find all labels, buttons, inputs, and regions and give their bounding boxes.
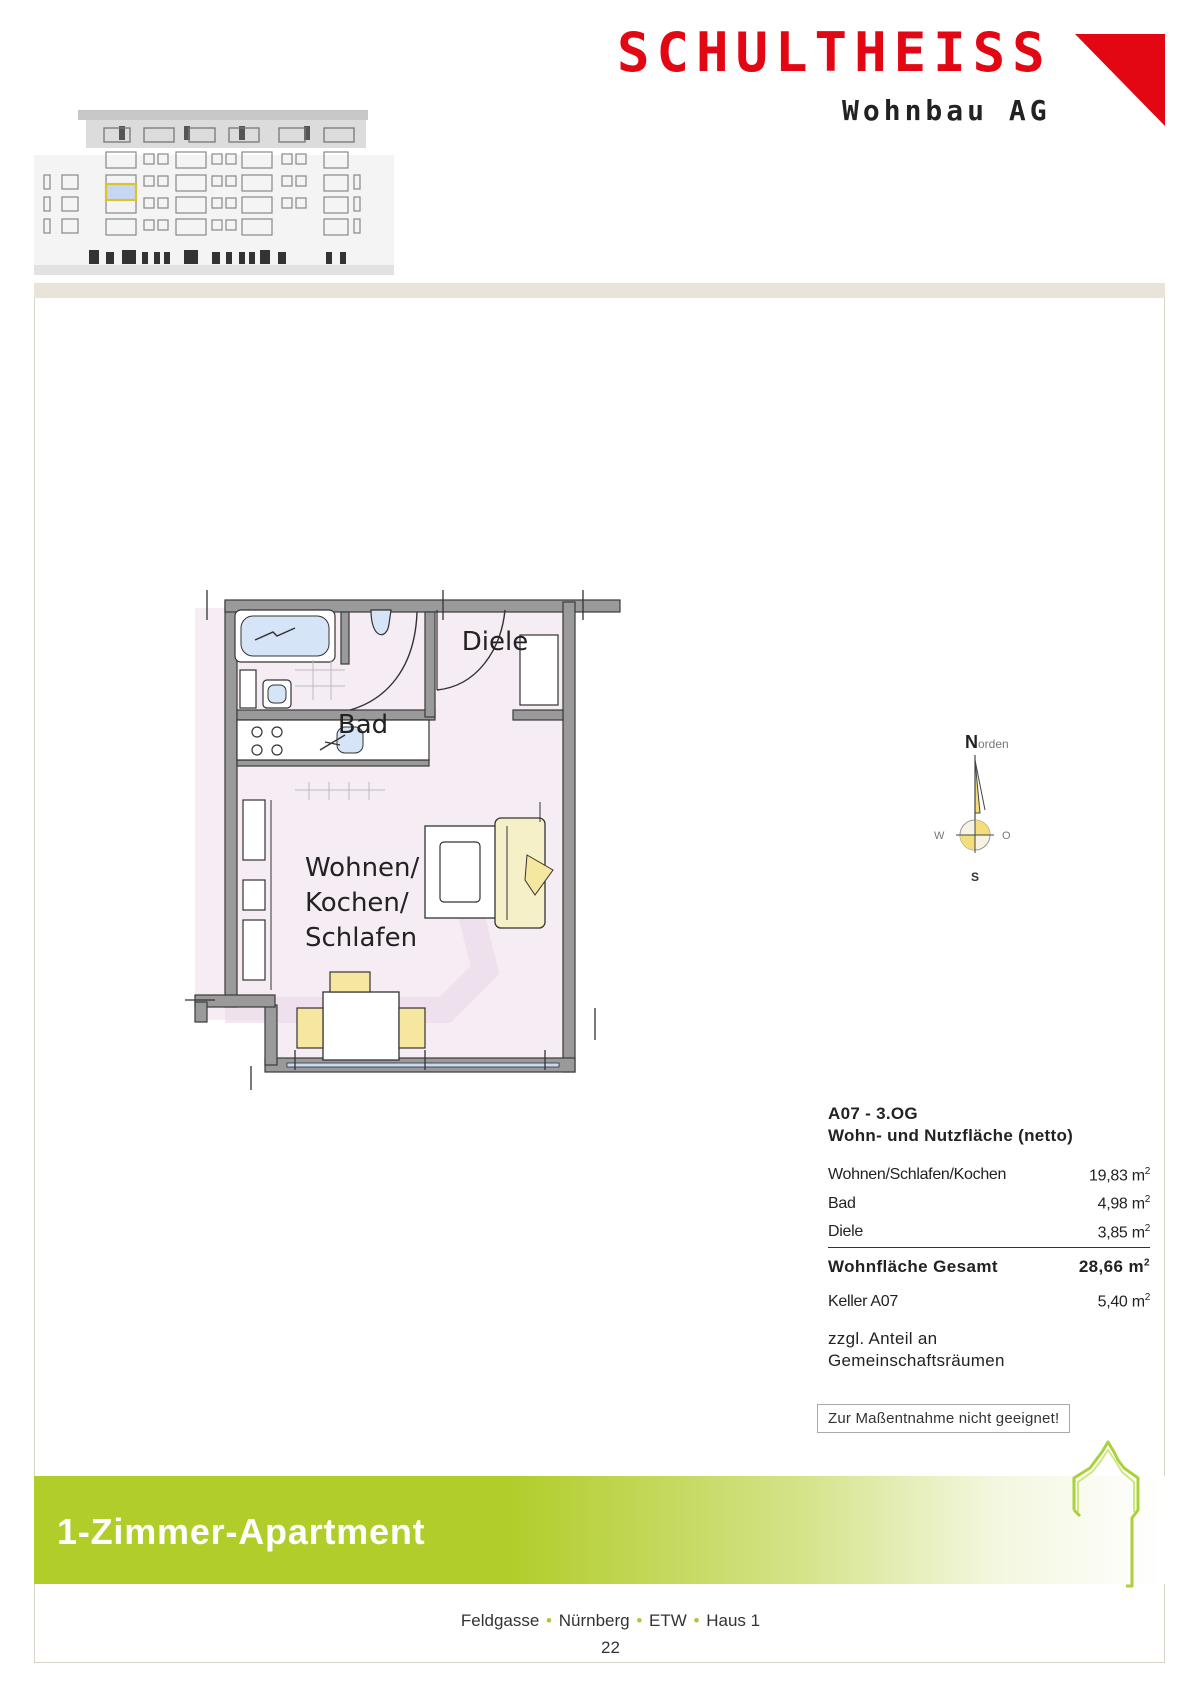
brand-logo-text: SCHULTHEISS [617,21,1052,84]
table-row [828,1218,1150,1247]
apartment-type-title: 1-Zimmer-Apartment [57,1511,426,1552]
table-row [828,1161,1150,1190]
unit-heading: A07 - 3.OG [828,1104,918,1123]
disclaimer-box: Zur Maßentnahme nicht geeignet! [817,1404,1070,1433]
area-summary [828,1103,1150,1372]
room-label-kochen: Kochen/ [305,888,409,918]
room-label-bad: Bad [337,710,389,740]
row-label: Diele [828,1223,863,1241]
frame-top-bar [34,283,1165,298]
compass-north-rest: orden [978,737,1009,751]
total-row [828,1247,1150,1286]
room-label-wohnen: Wohnen/ [305,853,420,883]
shared-rooms-note: zzgl. Anteil an Gemeinschaftsräumen [828,1328,1005,1370]
floor-plan [185,590,665,1110]
row-label: Wohnen/Schlafen/Kochen [828,1166,1007,1184]
building-facade-thumbnail [34,110,394,275]
keller-value: 5,40 $m^2$ [1097,1291,1150,1311]
page-number: 22 [601,1638,620,1657]
row-value: 19,83 $m^2$ [1089,1165,1150,1184]
total-label: Wohnfläche Gesamt [828,1247,1058,1286]
brand-subtitle: Wohnbau AG [842,94,1051,127]
tower-icon [1062,1440,1152,1588]
compass-north-initial: N [965,732,978,752]
compass-rose-icon [920,725,1040,895]
compass-south: S [971,870,980,884]
row-value: 3,85 $m^2$ [1097,1222,1150,1241]
area-heading: Wohn- und Nutzfläche (netto) [828,1126,1074,1145]
table-row [828,1190,1150,1219]
total-value: 28,66 $m^2$ [1058,1247,1150,1286]
row-value: 4,98 $m^2$ [1097,1194,1150,1213]
compass-east: O [1002,830,1011,842]
compass-west: W [934,830,945,842]
room-label-diele: Diele [461,627,529,657]
brand-triangle-icon [1075,34,1165,126]
footer-location: Feldgasse • Nürnberg • ETW • Haus 1 [460,1611,761,1630]
room-label-schlafen: Schlafen [305,923,418,953]
keller-label: Keller A07 [828,1292,898,1310]
row-label: Bad [828,1194,856,1212]
area-table [828,1161,1150,1318]
keller-row [828,1286,1150,1318]
